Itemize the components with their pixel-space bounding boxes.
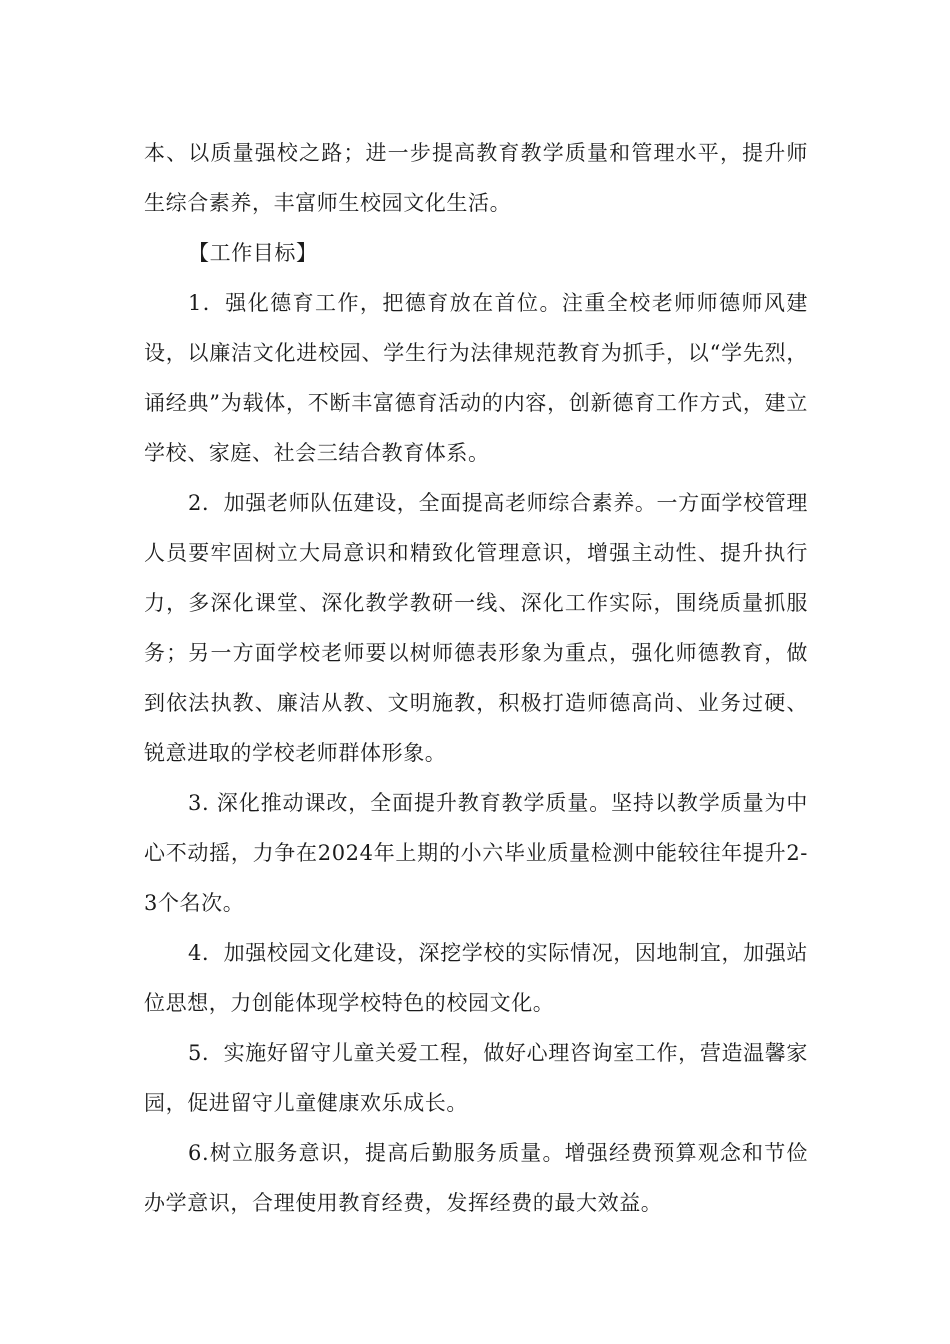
goal-item-1: 1．强化德育工作，把德育放在首位。注重全校老师师德师风建设，以廉洁文化进校园、学生行为法律规范教育为抓手，以“学先烈，诵经典”为载体，不断丰富德育活动的内容，创新德育工作方式，建立学校、家庭、社会三结合教育体系。 bbox=[144, 291, 808, 465]
goal-item-6: 6.树立服务意识，提高后勤服务质量。增强经费预算观念和节俭办学意识，合理使用教育经费，发挥经费的最大效益。 bbox=[144, 1141, 808, 1215]
goal-item-5: 5．实施好留守儿童关爱工程，做好心理咨询室工作，营造温馨家园，促进留守儿童健康欢乐成长。 bbox=[144, 1041, 808, 1115]
goal-item-4: 4．加强校园文化建设，深挖学校的实际情况，因地制宜，加强站位思想，力创能体现学校特色的校园文化。 bbox=[144, 941, 808, 1015]
goal-item-2: 2．加强老师队伍建设，全面提高老师综合素养。一方面学校管理人员要牢固树立大局意识和精致化管理意识，增强主动性、提升执行力，多深化课堂、深化教学教研一线、深化工作实际，围绕质量抓服务；另一方面学校老师要以树师德表形象为重点，强化师德教育，做到依法执教、廉洁从教、文明施教，积极打造师德高尚、业务过硬、锐意进取的学校老师群体形象。 bbox=[144, 491, 808, 765]
section-heading-work-goals: 【工作目标】 bbox=[188, 241, 318, 265]
document-body bbox=[144, 128, 808, 1228]
goal-item-3: 3. 深化推动课改，全面提升教育教学质量。坚持以教学质量为中心不动摇，力争在2024年上期的小六毕业质量检测中能较往年提升2-3个名次。 bbox=[144, 791, 808, 915]
paragraph-continuation: 本、以质量强校之路；进一步提高教育教学质量和管理水平，提升师生综合素养，丰富师生校园文化生活。 bbox=[144, 141, 808, 215]
